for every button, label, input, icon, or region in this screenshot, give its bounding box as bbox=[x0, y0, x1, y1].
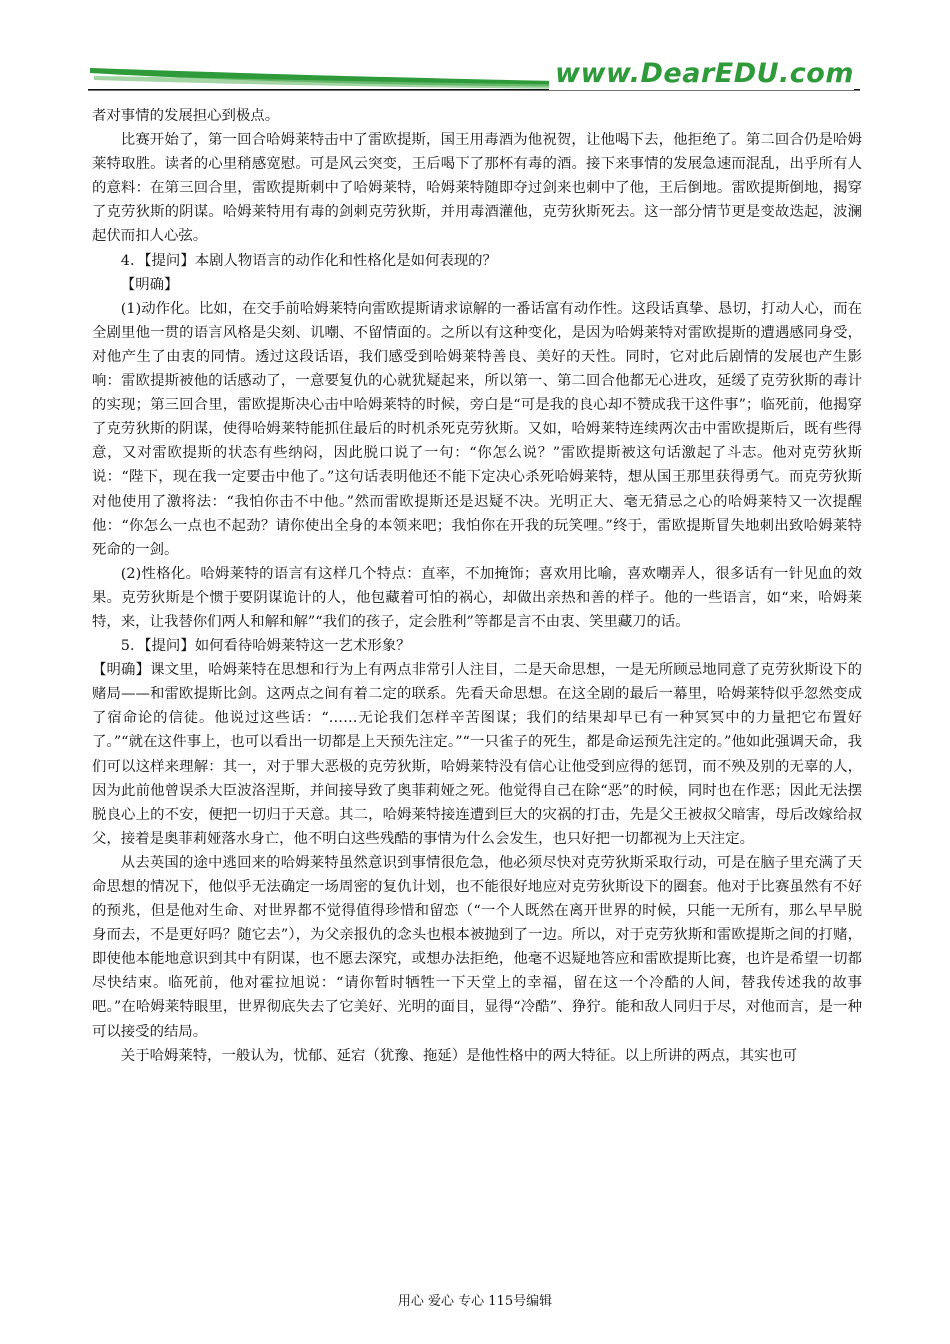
answer-5: 【明确】课文里，哈姆莱特在思想和行为上有两点非常引人注目，二是天命思想，一是无所顾忌地同意了克劳狄斯设下的赌局——和雷欧提斯比剑。这两点之间有着二定的联系。先看天命思想。在这全剧的最后一幕里，哈姆莱特似乎忽然变成了宿命论的信徒。他说过这些话：“……无论我们怎样辛苦图谋；我们的结果却早已有一种冥冥中的力量把它布置好了。”“就在这件事上，也可以看出一切都是上天预先注定。”“一只雀子的死生，都是命运预先注定的。”他如此强调天命，我们可以这样来理解：其一，对于罪大恶极的克劳狄斯，哈姆莱特没有信心让他受到应得的惩罚，而不殃及别的无辜的人，因为此前他曾误杀大臣波洛涅斯，并间接导致了奥菲莉娅之死。他觉得自己在除“恶”的时候，同时也在作恶；因此无法摆脱良心上的不安，便把一切归于天意。其二，哈姆莱特接连遭到巨大的灾祸的打击，先是父王被叔父暗害，母后改嫁给叔父，接着是奥菲莉娅落水身亡，他不明白这些残酷的事情为什么会发生，也只好把一切都视为上天注定。 bbox=[92, 662, 862, 847]
paragraph-continuation: 者对事情的发展担心到极点。 bbox=[92, 108, 280, 124]
paragraph-analysis: 从去英国的途中逃回来的哈姆莱特虽然意识到事情很危急，他必须尽快对克劳狄斯采取行动，可是在脑子里充满了天命思想的情况下，他似乎无法确定一场周密的复仇计划，也不能很好地应对克劳狄斯设下的圈套。他对于比赛虽然有不好的预兆，但是他对生命、对世界都不觉得值得珍惜和留恋（“一个人既然在离开世界的时候，只能一无所有，那么早早脱身而去，不是更好吗？随它去”），为父亲报仇的念头也根本被抛到了一边。所以，对于克劳狄斯和雷欧提斯之间的打赌，即使他本能地意识到其中有阴谋，也不愿去深究，或想办法拒绝，他毫不迟疑地答应和雷欧提斯比赛，也许是希望一切都尽快结束。临死前，他对霍拉旭说：“请你暂时牺牲一下天堂上的幸福，留在这一个冷酷的人间，替我传述我的故事吧。”在哈姆莱特眼里，世界彻底失去了它美好、光明的面目，显得“冷酷”、狰狞。能和敌人同归于尽，对他而言，是一种可以接受的结局。 bbox=[92, 854, 862, 1040]
paragraph-conclusion: 关于哈姆莱特，一般认为，忧郁、延宕（犹豫、拖延）是他性格中的两大特征。以上所讲的两点，其实也可 bbox=[120, 1047, 798, 1064]
answer-4-action: (1)动作化。比如，在交手前哈姆莱特向雷欧提斯请求谅解的一番话富有动作性。这段话真挚、恳切，打动人心，而在全剧里他一贯的语言风格是尖刻、讥嘲、不留情面的。之所以有这种变化，是因为哈姆莱特对雷欧提斯的遭遇感同身受，对他产生了由衷的同情。透过这段话语，我们感受到哈姆莱特善良、美好的天性。同时，它对此后剧情的发展也产生影响：雷欧提斯被他的话感动了，一意要复仇的心就犹疑起来，所以第一、第二回合他都无心进攻，延缓了克劳狄斯的毒计的实现；第三回合里，雷欧提斯决心击中哈姆莱特的时候，旁白是“可是我的良心却不赞成我干这件事”；临死前，他揭穿了克劳狄斯的阴谋，使得哈姆莱特能抓住最后的时机杀死克劳狄斯。又如，哈姆莱特连续两次击中雷欧提斯后，既有些得意，又对雷欧提斯的状态有些纳闷，因此脱口说了一句：“你怎么说？”雷欧提斯被这句话激起了斗志。他对克劳狄斯说：“陛下，现在我一定要击中他了。”这句话表明他还不能下定决心杀死哈姆莱特，想从国王那里获得勇气。而克劳狄斯对他使用了激将法：“我怕你击不中他。”然而雷欧提斯还是迟疑不决。光明正大、毫无猜忌之心的哈姆莱特又一次提醒他：“你怎么一点也不起劲？请你使出全身的本领来吧；我怕你在开我的玩笑哩。”终于，雷欧提斯冒失地刺出致哈姆莱特死命的一剑。 bbox=[92, 300, 862, 558]
page-header bbox=[88, 56, 860, 96]
question-5: 5．【提问】如何看待哈姆莱特这一艺术形象？ bbox=[120, 638, 411, 655]
answer-4-character: (2)性格化。哈姆莱特的语言有这样几个特点：直率，不加掩饰；喜欢用比喻，喜欢嘲弄人，很多话有一针见血的效果。克劳狄斯是个惯于要阴谋诡计的人，他包藏着可怕的祸心，却做出亲热和善的样子。他的一些语言，如“来，哈姆莱特，来，让我替你们两人和解和解”“我们的孩子，定会胜利”等都是言不由衷、笑里藏刀的话。 bbox=[92, 565, 862, 630]
site-url-logo: www.DearEDU.com bbox=[549, 58, 854, 90]
question-4: 4．【提问】本剧人物语言的动作化和性格化是如何表现的？ bbox=[120, 252, 497, 269]
answer-4-heading: 【明确】 bbox=[120, 276, 179, 293]
paragraph-match-summary: 比赛开始了，第一回合哈姆莱特击中了雷欧提斯，国王用毒酒为他祝贺，让他喝下去，他拒绝了。第二回合仍是哈姆莱特取胜。读者的心里稍感宽慰。可是风云突变，王后喝下了那杯有毒的酒。接下来事情的发展急速而混乱，出乎所有人的意料：在第三回合里，雷欧提斯刺中了哈姆莱特，哈姆莱特随即夺过剑来也刺中了他，王后倒地。雷欧提斯倒地，揭穿了克劳狄斯的阴谋。哈姆莱特用有毒的剑刺克劳狄斯，并用毒酒灌他，克劳狄斯死去。这一部分情节更是变故迭起，波澜起伏而扣人心弦。 bbox=[92, 132, 862, 245]
document-body bbox=[92, 104, 862, 1068]
page-footer: 用心 爱心 专心 115号编辑 bbox=[397, 1294, 553, 1309]
